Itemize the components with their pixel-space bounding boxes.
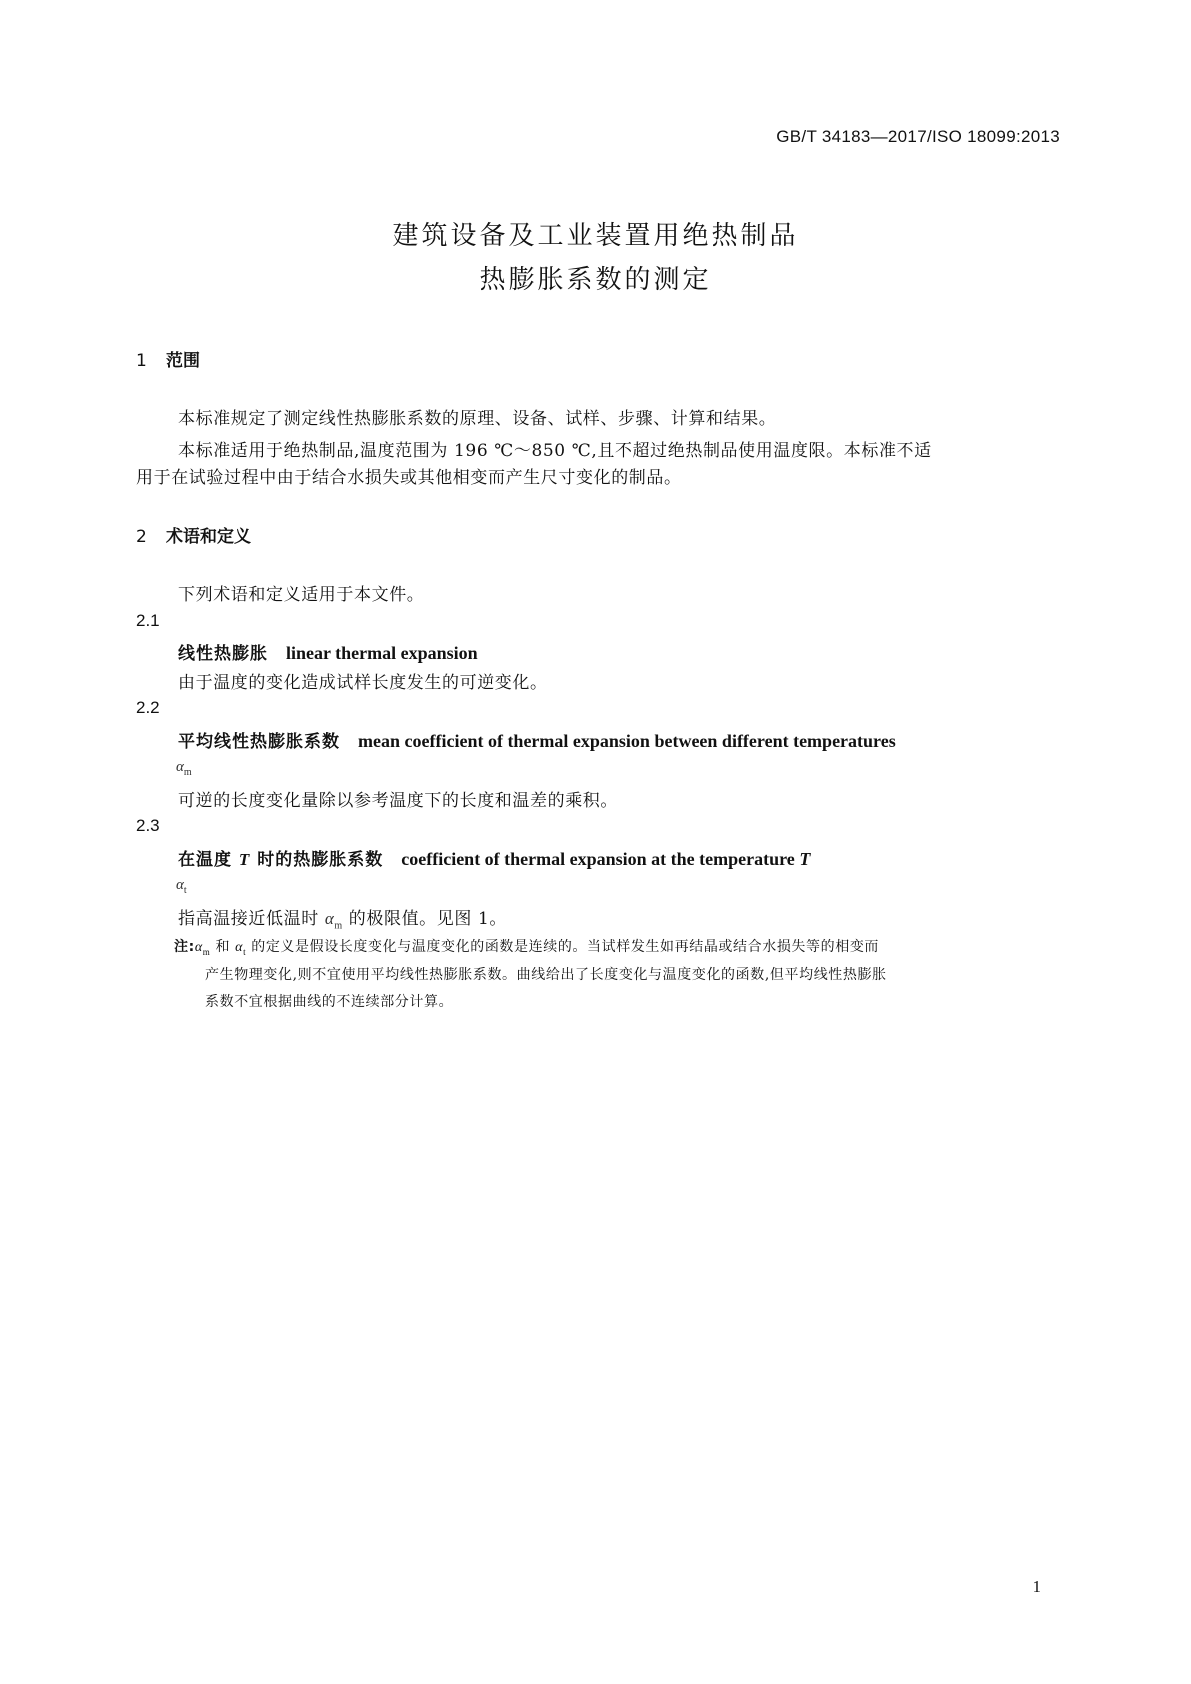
inline-symbol — [324, 909, 343, 932]
term-zh-part: 在温度 — [178, 850, 232, 870]
clause-number: 2.3 — [136, 816, 160, 835]
symbol-alpha-m — [176, 759, 192, 778]
symbol-alpha-t — [176, 877, 187, 896]
section-number: 1 — [136, 351, 147, 371]
document-title-line-2: 热膨胀系数的测定 — [479, 265, 712, 295]
term-zh: 线性热膨胀 — [178, 644, 268, 664]
term-zh: 平均线性热膨胀系数 — [178, 732, 340, 752]
section-heading-scope — [136, 346, 200, 371]
symbol-char: α — [235, 940, 244, 955]
note-text: 和 — [215, 939, 231, 955]
section-title: 术语和定义 — [166, 527, 251, 547]
symbol-sub: t — [243, 946, 247, 957]
section-heading-terms — [136, 522, 251, 547]
symbol-char: α — [194, 940, 203, 955]
symbol-sub: m — [202, 946, 211, 957]
term-en — [401, 849, 810, 869]
symbol-sub: m — [334, 920, 343, 932]
definition-part: 的极限值。见图 1。 — [348, 909, 507, 929]
definition-2-1: 由于温度的变化造成试样长度发生的可逆变化。 — [178, 673, 548, 693]
note-line-1 — [174, 936, 879, 957]
scope-paragraph-1: 本标准规定了测定线性热膨胀系数的原理、设备、试样、步骤、计算和结果。 — [178, 409, 777, 429]
inline-symbol — [235, 940, 246, 955]
term-2-1 — [178, 639, 478, 664]
symbol-sub: m — [183, 767, 192, 778]
symbol-char: α — [324, 909, 335, 928]
term-zh-part: 时的热膨胀系数 — [257, 850, 384, 870]
note-line-2: 产生物理变化,则不宜使用平均线性热膨胀系数。曲线给出了长度变化与温度变化的函数,但平均线性热膨胀 — [205, 967, 887, 983]
clause-number: 2.1 — [136, 611, 160, 630]
definition-part: 指高温接近低温时 — [178, 909, 319, 929]
note-text: 的定义是假设长度变化与温度变化的函数是连续的。当试样发生如再结晶或结合水损失等的相变而 — [251, 939, 880, 955]
term-en: mean coefficient of thermal expansion between different temperatures — [358, 731, 896, 751]
section-title: 范围 — [166, 351, 200, 371]
page-number: 1 — [1032, 1577, 1041, 1596]
note-line-3: 系数不宜根据曲线的不连续部分计算。 — [205, 994, 454, 1010]
section-number: 2 — [136, 527, 147, 547]
clause-number: 2.2 — [136, 698, 160, 717]
term-2-3 — [178, 845, 810, 870]
term-en: linear thermal expansion — [286, 643, 478, 663]
terms-intro: 下列术语和定义适用于本文件。 — [178, 585, 425, 605]
scope-paragraph-2-cont: 用于在试验过程中由于结合水损失或其他相变而产生尺寸变化的制品。 — [136, 468, 682, 488]
document-title-line-1: 建筑设备及工业装置用绝热制品 — [392, 221, 799, 251]
note-label: 注: — [174, 939, 195, 955]
term-en-part: coefficient of thermal expansion at the temperature — [401, 849, 795, 869]
definition-2-2: 可逆的长度变化量除以参考温度下的长度和温差的乘积。 — [178, 791, 618, 811]
standard-number: GB/T 34183—2017/ISO 18099:2013 — [776, 127, 1060, 146]
symbol-char: α — [176, 877, 184, 893]
scope-paragraph-2: 本标准适用于绝热制品,温度范围为 196 ℃～850 ℃,且不超过绝热制品使用温度限。本标准不适 — [178, 441, 932, 461]
symbol-sub: t — [183, 885, 187, 896]
inline-symbol — [195, 940, 211, 955]
term-variable: T — [799, 849, 811, 869]
symbol-char: α — [176, 759, 184, 775]
term-zh — [178, 850, 383, 870]
definition-2-3 — [178, 904, 507, 931]
term-variable: T — [238, 850, 251, 869]
term-2-2 — [178, 727, 896, 752]
